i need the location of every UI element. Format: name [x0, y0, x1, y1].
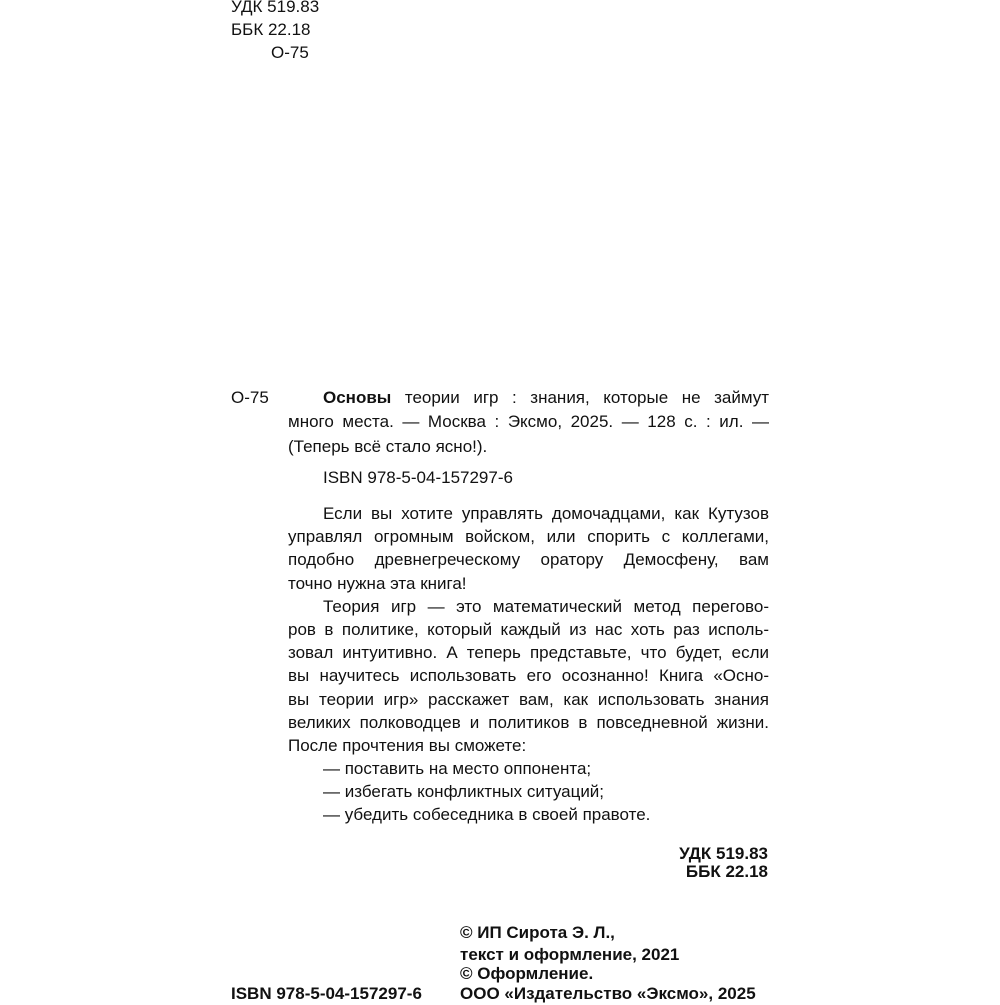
top-udk-code: УДК 519.83	[231, 0, 320, 16]
annotation-p2-line: После прочтения вы сможете:	[288, 736, 527, 755]
annotation-bullet: — поставить на место оппонента;	[323, 759, 592, 778]
annotation-p2-line: зовал интуитивно. А теперь представьте, что будет, если	[288, 643, 769, 662]
copyright-design: © Оформление.	[460, 964, 594, 983]
annotation-p2-line: ров в политике, который каждый из нас хоть раз исполь-	[288, 620, 769, 639]
entry-isbn: ISBN 978-5-04-157297-6	[323, 468, 513, 487]
annotation-bullet: — убедить собеседника в своей правоте.	[323, 805, 651, 824]
top-bbk-code: ББК 22.18	[231, 20, 311, 39]
copyright-publisher: ООО «Издательство «Эксмо», 2025	[460, 984, 756, 1003]
entry-title-bold: Основы	[323, 388, 392, 407]
annotation-p2-line: вы научитесь использовать его осознанно! Книга «Осно-	[288, 666, 769, 685]
annotation-p1-line: подобно древнегреческому оратору Демосфену, вам	[288, 550, 769, 569]
copyright-author-detail: текст и оформление, 2021	[460, 945, 680, 964]
bottom-isbn: ISBN 978-5-04-157297-6	[231, 984, 422, 1003]
entry-title-line	[323, 386, 769, 409]
top-author-code: О-75	[271, 43, 309, 62]
annotation-p2-line: вы теории игр» расскажет вам, как использовать знания	[288, 690, 769, 709]
annotation-p2-line: великих полководцев и политиков в повседневной жизни.	[288, 713, 769, 732]
annotation-p1-line: управлял огромным войском, или спорить с коллегами,	[288, 527, 769, 546]
annotation-bullet: — избегать конфликтных ситуаций;	[323, 782, 605, 801]
annotation-p2-line: Теория игр — это математический метод перегово-	[323, 597, 769, 616]
annotation-p1-line: точно нужна эта книга!	[288, 574, 467, 593]
copyright-author: © ИП Сирота Э. Л.,	[460, 923, 615, 942]
entry-title-rest: теории игр : знания, которые не займут	[391, 388, 769, 407]
entry-series-line: (Теперь всё стало ясно!).	[288, 437, 488, 456]
entry-publication-line: много места. — Москва : Эксмо, 2025. — 128 с. : ил. —	[288, 412, 769, 431]
bottom-bbk-code: ББК 22.18	[685, 862, 768, 881]
annotation-p1-line: Если вы хотите управлять домочадцами, как Кутузов	[323, 504, 769, 523]
entry-author-code: О-75	[231, 388, 269, 407]
bottom-udk-code: УДК 519.83	[679, 844, 768, 863]
